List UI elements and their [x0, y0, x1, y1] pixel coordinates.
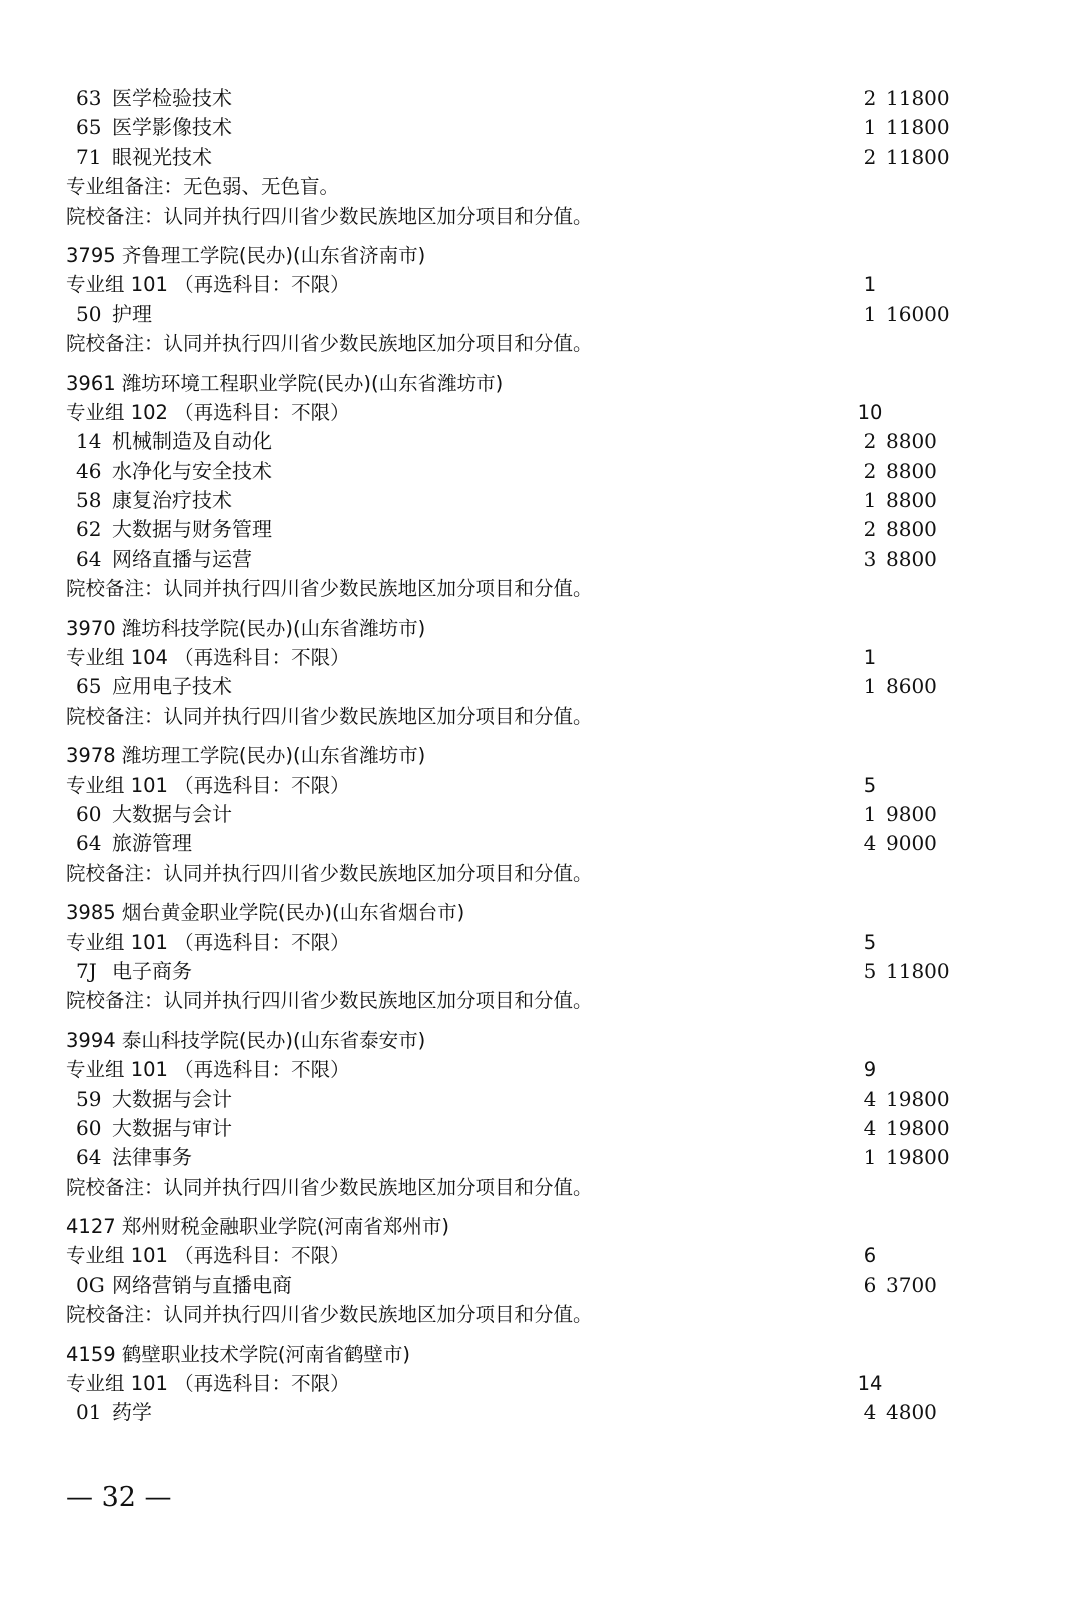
page-number: — 32 — [66, 1482, 172, 1513]
group-plan-count: 5 [863, 930, 877, 954]
major-name: 大数据与会计 [112, 801, 232, 826]
major-group-row [66, 771, 966, 800]
remark-row [66, 859, 966, 888]
major-row [66, 829, 966, 858]
major-code: 64 [76, 546, 102, 571]
plan-count: 1 [863, 115, 877, 140]
plan-count: 4 [863, 1115, 877, 1140]
school-header [66, 241, 966, 270]
remark-label: 院校备注： [66, 1175, 164, 1199]
school-header [66, 369, 966, 398]
major-group-label: 专业组 101 （再选科目：不限） [66, 273, 350, 297]
major-name: 护理 [112, 301, 152, 326]
major-group-row [66, 1055, 966, 1084]
remark-text: 认同并执行四川省少数民族地区加分项目和分值。 [163, 204, 593, 228]
admission-plan-list [66, 84, 966, 1428]
group-plan-count: 10 [857, 400, 883, 424]
group-plan-count: 5 [863, 773, 877, 797]
major-name: 应用电子技术 [112, 674, 232, 699]
remark-label: 院校备注： [66, 704, 164, 728]
major-group-row [66, 643, 966, 672]
major-code: 63 [76, 86, 102, 110]
plan-count: 6 [863, 1272, 877, 1297]
major-name: 大数据与财务管理 [112, 517, 272, 542]
tuition-fee: 11800 [886, 115, 950, 140]
major-name: 水净化与安全技术 [112, 458, 272, 483]
school-header [66, 1212, 966, 1241]
major-name: 药学 [112, 1400, 152, 1425]
major-code: 60 [76, 1115, 102, 1140]
major-code: 50 [76, 301, 102, 326]
major-row [66, 300, 966, 329]
tuition-fee: 19800 [886, 1086, 950, 1111]
tuition-fee: 8800 [886, 517, 937, 542]
tuition-fee: 3700 [886, 1272, 937, 1297]
major-name: 电子商务 [112, 958, 192, 983]
major-row [66, 1085, 966, 1114]
school-header [66, 1026, 966, 1055]
major-group-row [66, 928, 966, 957]
tuition-fee: 4800 [886, 1400, 937, 1425]
major-code: 65 [76, 674, 102, 699]
school-header [66, 1340, 966, 1369]
remark-label: 院校备注： [66, 861, 164, 885]
tuition-fee: 8600 [886, 674, 937, 699]
major-name: 医学检验技术 [112, 86, 232, 110]
major-group-row [66, 1241, 966, 1270]
major-name: 机械制造及自动化 [112, 429, 272, 454]
tuition-fee: 8800 [886, 488, 937, 513]
major-row [66, 143, 966, 172]
remark-text: 认同并执行四川省少数民族地区加分项目和分值。 [163, 577, 593, 601]
major-name: 网络直播与运营 [112, 546, 252, 571]
tuition-fee: 9000 [886, 831, 937, 856]
plan-count: 1 [863, 1145, 877, 1170]
plan-count: 1 [863, 674, 877, 699]
plan-count: 3 [863, 546, 877, 571]
major-group-row [66, 270, 966, 299]
remark-text: 认同并执行四川省少数民族地区加分项目和分值。 [163, 1175, 593, 1199]
plan-count: 1 [863, 801, 877, 826]
remark-row [66, 702, 966, 731]
remark-label: 院校备注： [66, 989, 164, 1013]
remark-row [66, 329, 966, 358]
remark-row [66, 1300, 966, 1329]
plan-count: 4 [863, 1086, 877, 1111]
tuition-fee: 16000 [886, 301, 950, 326]
school-name: 4127 郑州财税金融职业学院(河南省郑州市) [66, 1215, 450, 1239]
group-plan-count: 1 [863, 273, 877, 297]
plan-count: 2 [863, 517, 877, 542]
major-code: 64 [76, 1145, 102, 1170]
major-code: 14 [76, 429, 102, 454]
plan-count: 4 [863, 1400, 877, 1425]
school-name: 3970 潍坊科技学院(民办)(山东省潍坊市) [66, 616, 426, 640]
plan-count: 1 [863, 488, 877, 513]
tuition-fee: 8800 [886, 458, 937, 483]
tuition-fee: 19800 [886, 1145, 950, 1170]
major-group-label: 专业组 104 （再选科目：不限） [66, 646, 350, 670]
remark-text: 无色弱、无色盲。 [183, 175, 340, 199]
major-group-row [66, 398, 966, 427]
major-name: 康复治疗技术 [112, 488, 232, 513]
major-row [66, 672, 966, 701]
tuition-fee: 11800 [886, 958, 950, 983]
major-row [66, 800, 966, 829]
major-code: 62 [76, 517, 102, 542]
plan-count: 2 [863, 86, 877, 110]
remark-row [66, 172, 966, 201]
school-name: 3978 潍坊理工学院(民办)(山东省潍坊市) [66, 744, 426, 768]
major-group-label: 专业组 102 （再选科目：不限） [66, 400, 350, 424]
major-code: 59 [76, 1086, 102, 1111]
tuition-fee: 11800 [886, 86, 950, 110]
major-code: 60 [76, 801, 102, 826]
remark-row [66, 1173, 966, 1202]
major-name: 大数据与审计 [112, 1115, 232, 1140]
major-code: 58 [76, 488, 102, 513]
school-name: 4159 鹤壁职业技术学院(河南省鹤壁市) [66, 1342, 411, 1366]
major-code: 71 [76, 144, 102, 169]
school-name: 3961 潍坊环境工程职业学院(民办)(山东省潍坊市) [66, 371, 504, 395]
school-header [66, 614, 966, 643]
remark-text: 认同并执行四川省少数民族地区加分项目和分值。 [163, 1303, 593, 1327]
major-code: 65 [76, 115, 102, 140]
group-plan-count: 1 [863, 646, 877, 670]
major-row [66, 457, 966, 486]
major-row [66, 1398, 966, 1427]
major-row [66, 113, 966, 142]
major-group-label: 专业组 101 （再选科目：不限） [66, 1244, 350, 1268]
remark-text: 认同并执行四川省少数民族地区加分项目和分值。 [163, 704, 593, 728]
group-plan-count: 6 [863, 1244, 877, 1268]
major-code: 01 [76, 1400, 102, 1425]
tuition-fee: 8800 [886, 546, 937, 571]
remark-label: 院校备注： [66, 332, 164, 356]
major-group-label: 专业组 101 （再选科目：不限） [66, 1372, 350, 1396]
major-row [66, 1114, 966, 1143]
school-name: 3985 烟台黄金职业学院(民办)(山东省烟台市) [66, 901, 465, 925]
school-name: 3994 泰山科技学院(民办)(山东省泰安市) [66, 1028, 426, 1052]
major-name: 眼视光技术 [112, 144, 212, 169]
major-row [66, 84, 966, 113]
remark-row [66, 574, 966, 603]
group-plan-count: 14 [857, 1372, 883, 1396]
school-header [66, 741, 966, 770]
major-code: 64 [76, 831, 102, 856]
remark-text: 认同并执行四川省少数民族地区加分项目和分值。 [163, 861, 593, 885]
plan-count: 2 [863, 458, 877, 483]
major-code: 0G [76, 1272, 105, 1297]
major-name: 旅游管理 [112, 831, 192, 856]
group-plan-count: 9 [863, 1058, 877, 1082]
major-row [66, 545, 966, 574]
major-row [66, 427, 966, 456]
major-row [66, 957, 966, 986]
remark-row [66, 986, 966, 1015]
plan-count: 1 [863, 301, 877, 326]
major-group-label: 专业组 101 （再选科目：不限） [66, 930, 350, 954]
major-name: 法律事务 [112, 1145, 192, 1170]
major-group-label: 专业组 101 （再选科目：不限） [66, 1058, 350, 1082]
remark-text: 认同并执行四川省少数民族地区加分项目和分值。 [163, 989, 593, 1013]
major-group-row [66, 1369, 966, 1398]
tuition-fee: 9800 [886, 801, 937, 826]
tuition-fee: 8800 [886, 429, 937, 454]
remark-label: 院校备注： [66, 204, 164, 228]
plan-count: 5 [863, 958, 877, 983]
remark-row [66, 202, 966, 231]
major-name: 大数据与会计 [112, 1086, 232, 1111]
tuition-fee: 19800 [886, 1115, 950, 1140]
school-header [66, 898, 966, 927]
remark-text: 认同并执行四川省少数民族地区加分项目和分值。 [163, 332, 593, 356]
major-row [66, 486, 966, 515]
remark-label: 专业组备注： [66, 175, 184, 199]
remark-label: 院校备注： [66, 577, 164, 601]
plan-count: 2 [863, 144, 877, 169]
tuition-fee: 11800 [886, 144, 950, 169]
major-row [66, 1143, 966, 1172]
major-code: 7J [76, 958, 97, 983]
remark-label: 院校备注： [66, 1303, 164, 1327]
major-row [66, 515, 966, 544]
plan-count: 4 [863, 831, 877, 856]
major-group-label: 专业组 101 （再选科目：不限） [66, 773, 350, 797]
school-name: 3795 齐鲁理工学院(民办)(山东省济南市) [66, 243, 426, 267]
major-code: 46 [76, 458, 102, 483]
major-name: 医学影像技术 [112, 115, 232, 140]
major-row [66, 1271, 966, 1300]
major-name: 网络营销与直播电商 [112, 1272, 292, 1297]
plan-count: 2 [863, 429, 877, 454]
